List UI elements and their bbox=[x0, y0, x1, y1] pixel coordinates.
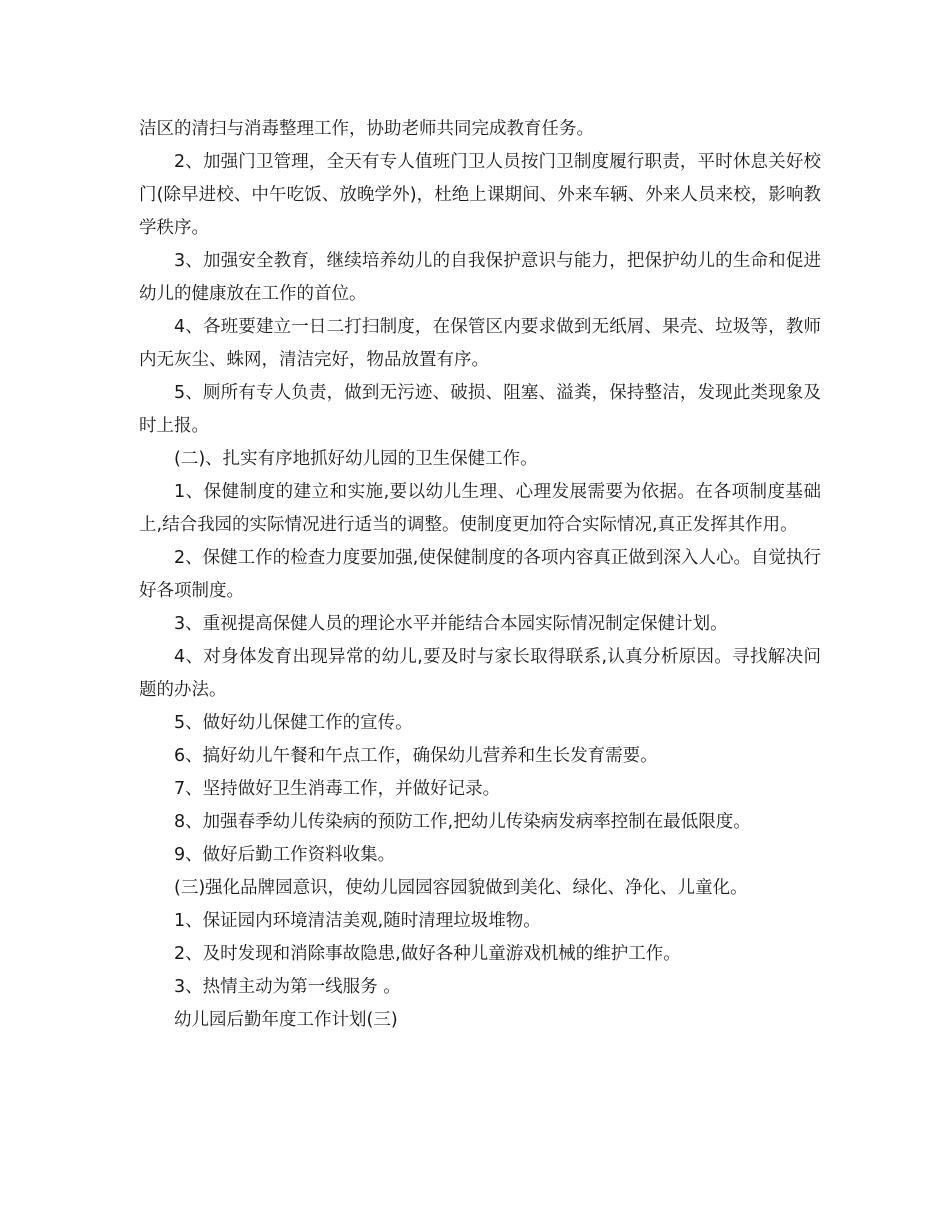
paragraph-health-system: 1、保健制度的建立和实施,要以幼儿生理、心理发展需要为依据。在各项制度基础上,结合我园的实际情况进行适当的调整。使制度更加符合实际情况,真正发挥其作用。 bbox=[139, 482, 821, 535]
next-section-title: 幼儿园后勤年度工作计划(三) bbox=[174, 1010, 398, 1030]
paragraph-environment: 1、保证园内环境清洁美观,随时清理垃圾堆物。 bbox=[174, 911, 541, 931]
paragraph-cleaning-system: 4、各班要建立一日二打扫制度，在保管区内要求做到无纸屑、果壳、垃圾等，教师内无灰尘、蛛网，清洁完好，物品放置有序。 bbox=[139, 317, 821, 370]
section-heading-health: (二)、扎实有序地抓好幼儿园的卫生保健工作。 bbox=[174, 449, 538, 469]
paragraph-gate-management: 2、加强门卫管理，全天有专人值班门卫人员按门卫制度履行职责，平时休息关好校门(除早进校、中午吃饭、放晚学外)，杜绝上课期间、外来车辆、外来人员来校，影响教学秩序。 bbox=[139, 152, 821, 238]
paragraph-lunch: 6、搞好幼儿午餐和午点工作，确保幼儿营养和生长发育需要。 bbox=[174, 746, 658, 766]
paragraph-hazards: 2、及时发现和消除事故隐患,做好各种儿童游戏机械的维护工作。 bbox=[174, 944, 681, 964]
paragraph-abnormal-development: 4、对身体发育出现异常的幼儿,要及时与家长取得联系,认真分析原因。寻找解决问题的办法。 bbox=[139, 647, 821, 700]
paragraph-infectious-disease: 8、加强春季幼儿传染病的预防工作,把幼儿传染病发病率控制在最低限度。 bbox=[174, 812, 751, 832]
paragraph-disinfection: 7、坚持做好卫生消毒工作，并做好记录。 bbox=[174, 779, 501, 799]
paragraph-health-inspection: 2、保健工作的检查力度要加强,使保健制度的各项内容真正做到深入人心。自觉执行好各项制度。 bbox=[139, 548, 821, 601]
paragraph-continuation: 洁区的清扫与消毒整理工作，协助老师共同完成教育任务。 bbox=[139, 119, 594, 139]
section-heading-brand: (三)强化品牌园意识，使幼儿园园容园貌做到美化、绿化、净化、儿童化。 bbox=[174, 878, 748, 898]
paragraph-safety-education: 3、加强安全教育，继续培养幼儿的自我保护意识与能力，把保护幼儿的生命和促进幼儿的健康放在工作的首位。 bbox=[139, 251, 821, 304]
paragraph-records: 9、做好后勤工作资料收集。 bbox=[174, 845, 396, 865]
paragraph-toilet-duty: 5、厕所有专人负责，做到无污迹、破损、阻塞、溢粪，保持整洁，发现此类现象及时上报。 bbox=[139, 383, 821, 436]
paragraph-health-staff: 3、重视提高保健人员的理论水平并能结合本园实际情况制定保健计划。 bbox=[174, 614, 728, 634]
paragraph-health-publicity: 5、做好幼儿保健工作的宣传。 bbox=[174, 713, 413, 733]
paragraph-service: 3、热情主动为第一线服务 。 bbox=[174, 977, 401, 997]
document-body bbox=[139, 113, 821, 1037]
